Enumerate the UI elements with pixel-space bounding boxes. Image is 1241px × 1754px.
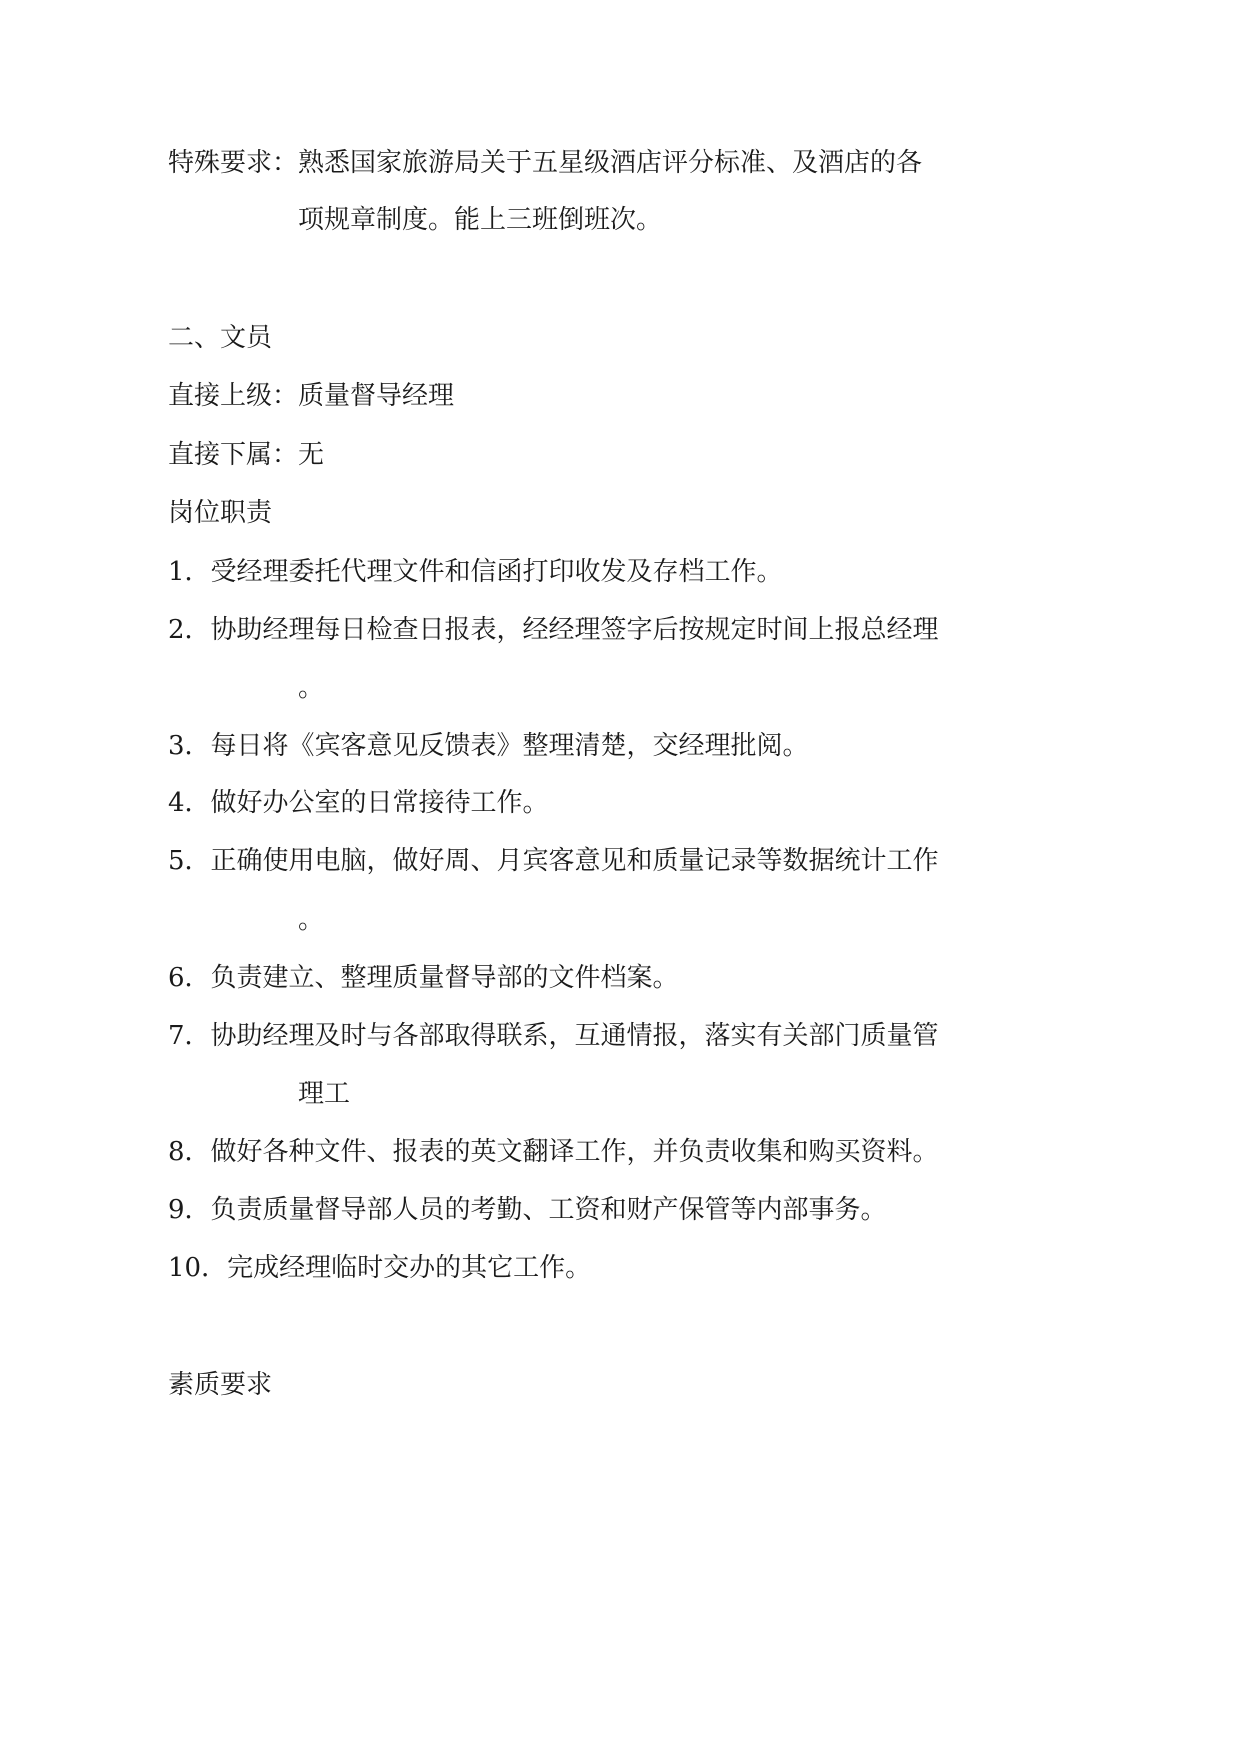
duty-number: 5． (168, 846, 211, 876)
duty-item (168, 1253, 591, 1283)
duty-item (168, 1021, 939, 1051)
duty-number: 4． (168, 788, 211, 818)
duty-continuation: 理工 (298, 1079, 351, 1109)
duties-heading: 岗位职责 (168, 498, 273, 528)
duty-number: 3． (168, 731, 211, 761)
duty-number: 10． (168, 1253, 228, 1283)
duty-number: 1． (168, 557, 211, 587)
qualities-heading: 素质要求 (168, 1370, 273, 1400)
duty-item (168, 788, 549, 818)
duty-continuation: 。 (298, 905, 325, 935)
duty-item (168, 846, 939, 876)
duty-text: 协助经理及时与各部取得联系，互通情报，落实有关部门质量管 (210, 1021, 939, 1051)
duty-text: 负责质量督导部人员的考勤、工资和财产保管等内部事务。 (210, 1195, 887, 1225)
duty-item (168, 1137, 939, 1167)
special-requirements-text: 熟悉国家旅游局关于五星级酒店评分标准、及酒店的各 (298, 148, 923, 178)
duty-text: 受经理委托代理文件和信函打印收发及存档工作。 (210, 557, 783, 587)
duty-number: 9． (168, 1195, 211, 1225)
duty-number: 6． (168, 963, 211, 993)
duty-item (168, 731, 809, 761)
duty-item (168, 615, 939, 645)
special-requirements-label: 特殊要求： (168, 148, 299, 178)
duty-text: 负责建立、整理质量督导部的文件档案。 (210, 963, 679, 993)
direct-superior: 直接上级：质量督导经理 (168, 381, 455, 411)
duty-item (168, 963, 679, 993)
duty-text: 每日将《宾客意见反馈表》整理清楚，交经理批阅。 (210, 731, 809, 761)
section-title: 二、文员 (168, 323, 273, 353)
duty-text: 做好各种文件、报表的英文翻译工作，并负责收集和购买资料。 (210, 1137, 939, 1167)
special-requirements-continuation: 项规章制度。能上三班倒班次。 (298, 205, 663, 235)
duty-text: 协助经理每日检查日报表，经经理签字后按规定时间上报总经理 (210, 615, 939, 645)
special-requirements-line (168, 148, 922, 178)
duty-item (168, 1195, 887, 1225)
duty-number: 7． (168, 1021, 211, 1051)
duty-text: 做好办公室的日常接待工作。 (210, 788, 549, 818)
duty-continuation: 。 (298, 673, 325, 703)
duty-text: 完成经理临时交办的其它工作。 (227, 1253, 592, 1283)
duty-text: 正确使用电脑，做好周、月宾客意见和质量记录等数据统计工作 (210, 846, 939, 876)
duty-item (168, 557, 783, 587)
duty-number: 8． (168, 1137, 211, 1167)
direct-subordinate: 直接下属：无 (168, 440, 325, 470)
duty-number: 2． (168, 615, 211, 645)
